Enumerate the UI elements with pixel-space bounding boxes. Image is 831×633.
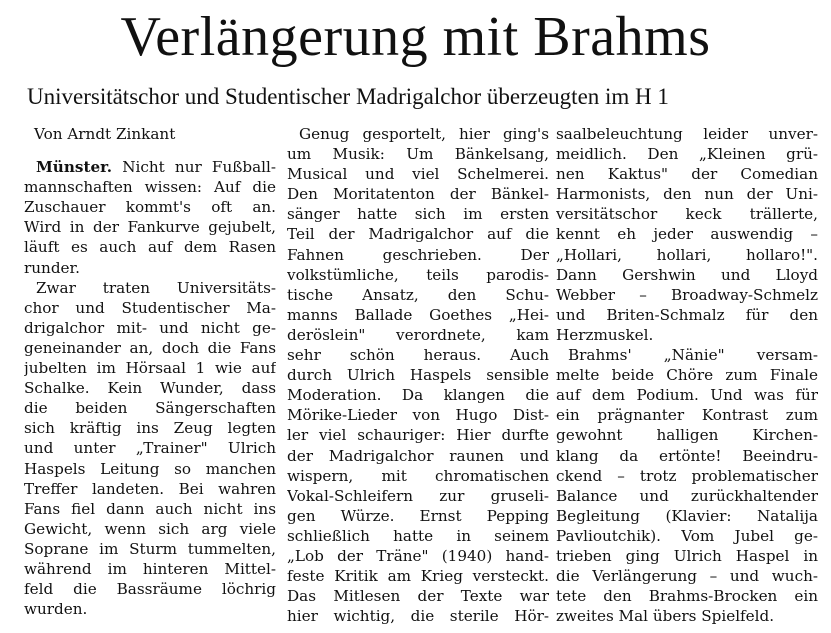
- text-line: ckend – trotz problematischer: [556, 466, 818, 485]
- text-line: meidlich. Den „Kleinen grü-: [556, 145, 818, 164]
- text-line: zweites Mal übers Spielfeld.: [556, 607, 775, 626]
- text-line: Gewicht, wenn sich arg viele: [24, 519, 276, 538]
- text-line: während im hinteren Mittel-: [24, 559, 276, 578]
- text-line: Wird in der Fankurve gejubelt,: [24, 218, 276, 237]
- text-line: melte beide Chöre zum Finale: [556, 366, 818, 385]
- text-line: manns Ballade Goethes „Hei-: [287, 305, 549, 324]
- text-line: Zwar traten Universitäts-: [36, 278, 276, 297]
- text-line: versitätschor keck trällerte,: [556, 205, 818, 224]
- text-line: und unter „Trainer" Ulrich: [24, 439, 276, 458]
- text-line: Webber – Broadway-Schmelz: [556, 285, 818, 304]
- text-line: und Briten-Schmalz für den: [556, 305, 818, 324]
- text-line: schließlich hatte in seinem: [287, 526, 549, 545]
- text-line: Das Mitlesen der Texte war: [287, 587, 549, 606]
- text-line: Pavlioutchik). Vom Jubel ge-: [556, 526, 818, 545]
- text-line: ein prägnanter Kontrast zum: [556, 406, 818, 425]
- text-line: klang da ertönte! Beeindru-: [556, 446, 818, 465]
- text-line: tische Ansatz, den Schu-: [287, 285, 549, 304]
- text-line: tete den Brahms-Brocken ein: [556, 587, 818, 606]
- text-line: Treffer landeten. Bei wahren: [24, 479, 276, 498]
- text-line: jubelten im Hörsaal 1 wie auf: [24, 359, 276, 378]
- text-line: wispern, mit chromatischen: [287, 466, 549, 485]
- subheadline: Universitätschor und Studentischer Madrigalchor überzeugten im H 1: [27, 84, 669, 109]
- text-line: auf dem Podium. Und was für: [556, 386, 818, 405]
- text-line: sehr schön heraus. Auch: [287, 346, 549, 365]
- text-line: „Hollari, hollari, hollaro!".: [556, 245, 818, 264]
- text-line: gen Würze. Ernst Pepping: [287, 506, 549, 525]
- text-line: feld die Bassräume löchrig: [24, 580, 276, 599]
- text-line: feste Kritik am Krieg versteckt.: [287, 567, 549, 586]
- text-line: geneinander an, doch die Fans: [24, 338, 276, 357]
- text-line: Begleitung (Klavier: Natalija: [556, 506, 818, 525]
- text-line: Teil der Madrigalchor auf die: [287, 225, 549, 244]
- text-line: Brahms' „Nänie" versam-: [568, 346, 818, 365]
- text-line: Moderation. Da klangen die: [287, 386, 549, 405]
- text-line: sich kräftig ins Zeug legten: [24, 419, 276, 438]
- headline: Verlängerung mit Brahms: [120, 6, 711, 68]
- text-line: die Verlängerung – und wuch-: [556, 567, 818, 586]
- text-line: Münster. Nicht nur Fußball-: [36, 158, 276, 177]
- text-line: drigalchor mit- und nicht ge-: [24, 318, 276, 337]
- text-line: Genug gesportelt, hier ging's: [299, 125, 549, 143]
- text-line: Herzmuskel.: [556, 325, 654, 344]
- text-line: Fahnen geschrieben. Der: [287, 245, 549, 264]
- text-line: trieben ging Ulrich Haspel in: [556, 546, 818, 565]
- text-line: durch Ulrich Haspels sensible: [287, 366, 549, 385]
- text-line: Schalke. Kein Wunder, dass: [24, 379, 276, 398]
- text-line: Vokal-Schleifern zur gruseli-: [287, 486, 549, 505]
- byline: Von Arndt Zinkant: [34, 125, 176, 143]
- text-line: Zuschauer kommt's oft an.: [24, 198, 276, 217]
- text-line: chor und Studentischer Ma-: [24, 298, 276, 317]
- text-line: Haspels Leitung so manchen: [24, 459, 276, 478]
- text-line: wurden.: [24, 600, 88, 619]
- text-line: nen Kaktus" der Comedian: [556, 165, 818, 184]
- text-line: Fans fiel dann auch nicht ins: [24, 499, 276, 518]
- text-line: „Lob der Träne" (1940) hand-: [287, 546, 549, 565]
- text-line: volkstümliche, teils parodis-: [287, 265, 549, 284]
- text-line: um Musik: Um Bänkelsang,: [287, 145, 549, 164]
- text-line: runder.: [24, 258, 80, 277]
- text-line: kennt eh jeder auswendig –: [556, 225, 818, 244]
- text-line: Den Moritatenton der Bänkel-: [287, 185, 549, 204]
- article-column-1: [24, 124, 276, 619]
- article-column-3: [556, 124, 818, 626]
- dateline: Münster.: [36, 158, 113, 177]
- text-line: Harmonists, den nun der Uni-: [556, 185, 818, 204]
- text-line: ler viel schauriger: Hier durfte: [287, 426, 549, 445]
- text-line: Soprane im Sturm tummelten,: [24, 539, 276, 558]
- text-line: sänger hatte sich im ersten: [287, 205, 549, 224]
- article-column-2: [287, 124, 549, 626]
- text-line: die beiden Sängerschaften: [24, 399, 276, 418]
- text-line: gewohnt halligen Kirchen-: [556, 426, 818, 445]
- text-line: deröslein" verordnete, kam: [287, 325, 549, 344]
- text-line: Mörike-Lieder von Hugo Dist-: [287, 406, 549, 425]
- text-line: mannschaften wissen: Auf die: [24, 178, 276, 197]
- text-line: saalbeleuchtung leider unver-: [556, 125, 818, 143]
- text-line: hier wichtig, die sterile Hör-: [287, 607, 549, 626]
- text-line: der Madrigalchor raunen und: [287, 446, 549, 465]
- text-line: läuft es auch auf dem Rasen: [24, 238, 276, 257]
- text-line: Musical und viel Schelmerei.: [287, 165, 549, 184]
- text-line: Balance und zurückhaltender: [556, 486, 818, 505]
- text-line: Dann Gershwin und Lloyd: [556, 265, 818, 284]
